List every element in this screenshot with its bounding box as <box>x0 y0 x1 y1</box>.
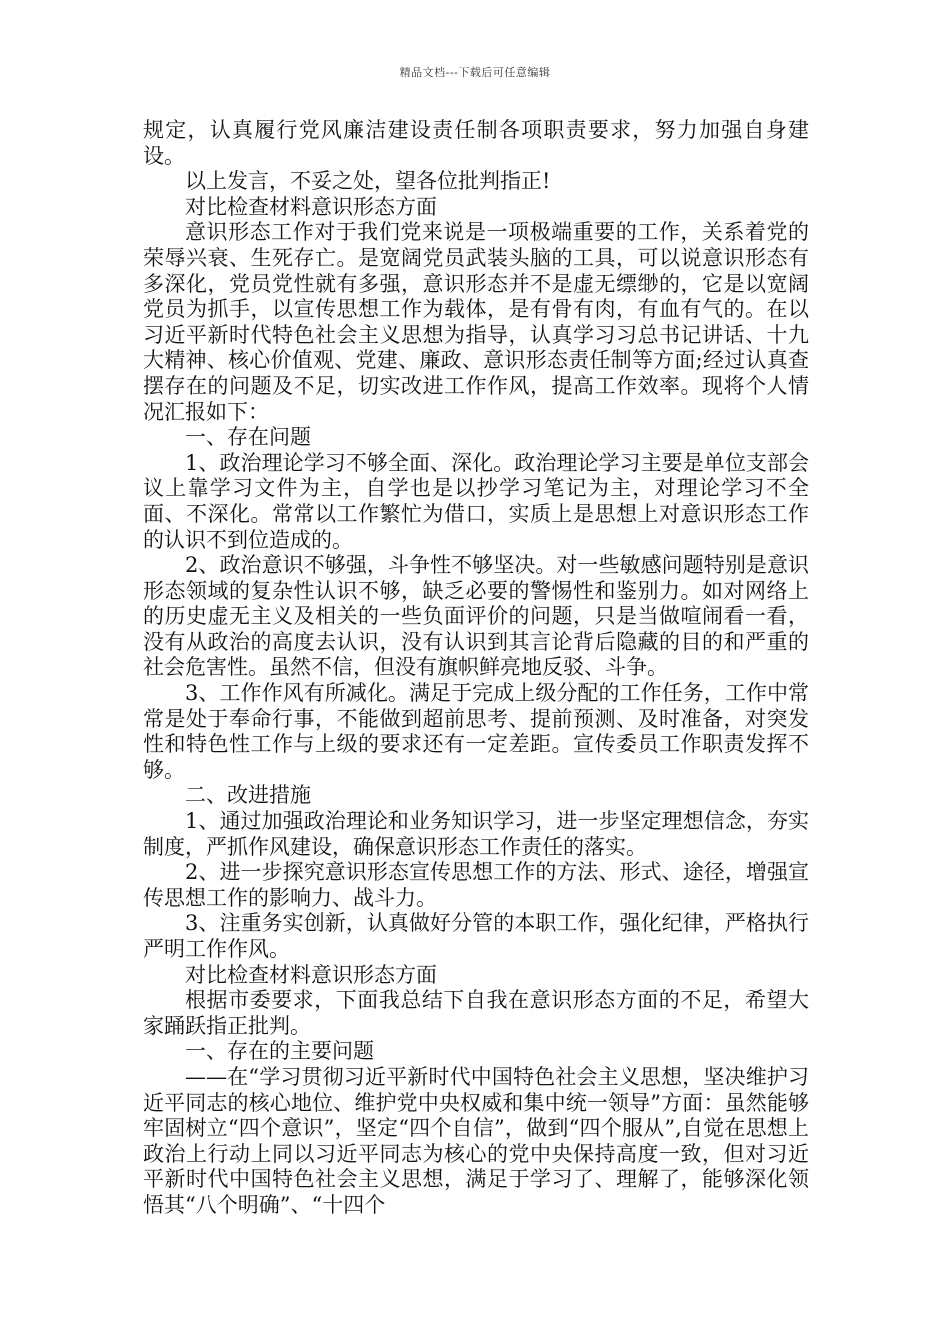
paragraph: 对比检查材料意识形态方面 <box>185 194 437 219</box>
paragraph: 3、工作作风有所减化。满足于完成上级分配的工作任务，工作中常常是处于奉命行事，不能做到超前思考、提前预测、及时准备，对突发性和特色性工作与上级的要求还有一定差距。宣传委员工作职责发挥不够。 <box>143 681 809 782</box>
paragraph: 对比检查材料意识形态方面 <box>185 962 437 987</box>
paragraph: 2、进一步探究意识形态宣传思想工作的方法、形式、途径，增强宣传思想工作的影响力、战斗力。 <box>143 860 809 910</box>
document-body <box>143 118 809 1219</box>
paragraph: 规定，认真履行党风廉洁建设责任制各项职责要求，努力加强自身建设。 <box>143 118 809 168</box>
paragraph: 1、通过加强政治理论和业务知识学习，进一步坚定理想信念，夯实制度，严抓作风建设，确保意识形态工作责任的落实。 <box>143 809 809 859</box>
paragraph: ——在“学习贯彻习近平新时代中国特色社会主义思想，坚决维护习近平同志的核心地位、维护党中央权威和集中统一领导”方面：虽然能够牢固树立“四个意识”，坚定“四个自信”，做到“四个服从”,自觉在思想上政治上行动上同以习近平同志为核心的党中央保持高度一致，但对习近平新时代中国特色社会主义思想，满足于学习了、理解了，能够深化领悟其“八个明确”、“十四个 <box>143 1064 809 1217</box>
paragraph: 一、存在的主要问题 <box>185 1039 374 1064</box>
paragraph: 一、存在问题 <box>185 425 311 450</box>
page-header: 精品文档---下载后可任意编辑 <box>399 66 551 79</box>
paragraph: 以上发言，不妥之处，望各位批判指正! <box>185 169 551 194</box>
paragraph: 1、政治理论学习不够全面、深化。政治理论学习主要是单位支部会议上靠学习文件为主，自学也是以抄学习笔记为主，对理论学习不全面、不深化。常常以工作繁忙为借口，实质上是思想上对意识形态工作的认识不到位造成的。 <box>143 450 809 552</box>
paragraph: 意识形态工作对于我们党来说是一项极端重要的工作，关系着党的荣辱兴衰、生死存亡。是宽阔党员武装头脑的工具，可以说意识形态有多深化，党员党性就有多强，意识形态并不是虚无缥缈的，它是以宽阔党员为抓手，以宣传思想工作为载体，是有骨有肉，有血有气的。在以习近平新时代特色社会主义思想为指导，认真学习习总书记讲话、十九大精神、核心价值观、党建、廉政、意识形态责任制等方面;经过认真查摆存在的问题及不足，切实改进工作作风，提高工作效率。现将个人情况汇报如下： <box>143 220 809 424</box>
paragraph: 2、政治意识不够强，斗争性不够坚决。对一些敏感问题特别是意识形态领域的复杂性认识不够，缺乏必要的警惕性和鉴别力。如对网络上的历史虚无主义及相关的一些负面评价的问题，只是当做喧闹看一看，没有从政治的高度去认识，没有认识到其言论背后隐藏的目的和严重的社会危害性。虽然不信，但没有旗帜鲜亮地反驳、斗争。 <box>143 553 809 680</box>
paragraph: 根据市委要求，下面我总结下自我在意识形态方面的不足，希望大家踊跃指正批判。 <box>143 988 809 1038</box>
paragraph: 二、改进措施 <box>185 783 311 808</box>
paragraph: 3、注重务实创新，认真做好分管的本职工作，强化纪律，严格执行严明工作作风。 <box>143 911 809 961</box>
